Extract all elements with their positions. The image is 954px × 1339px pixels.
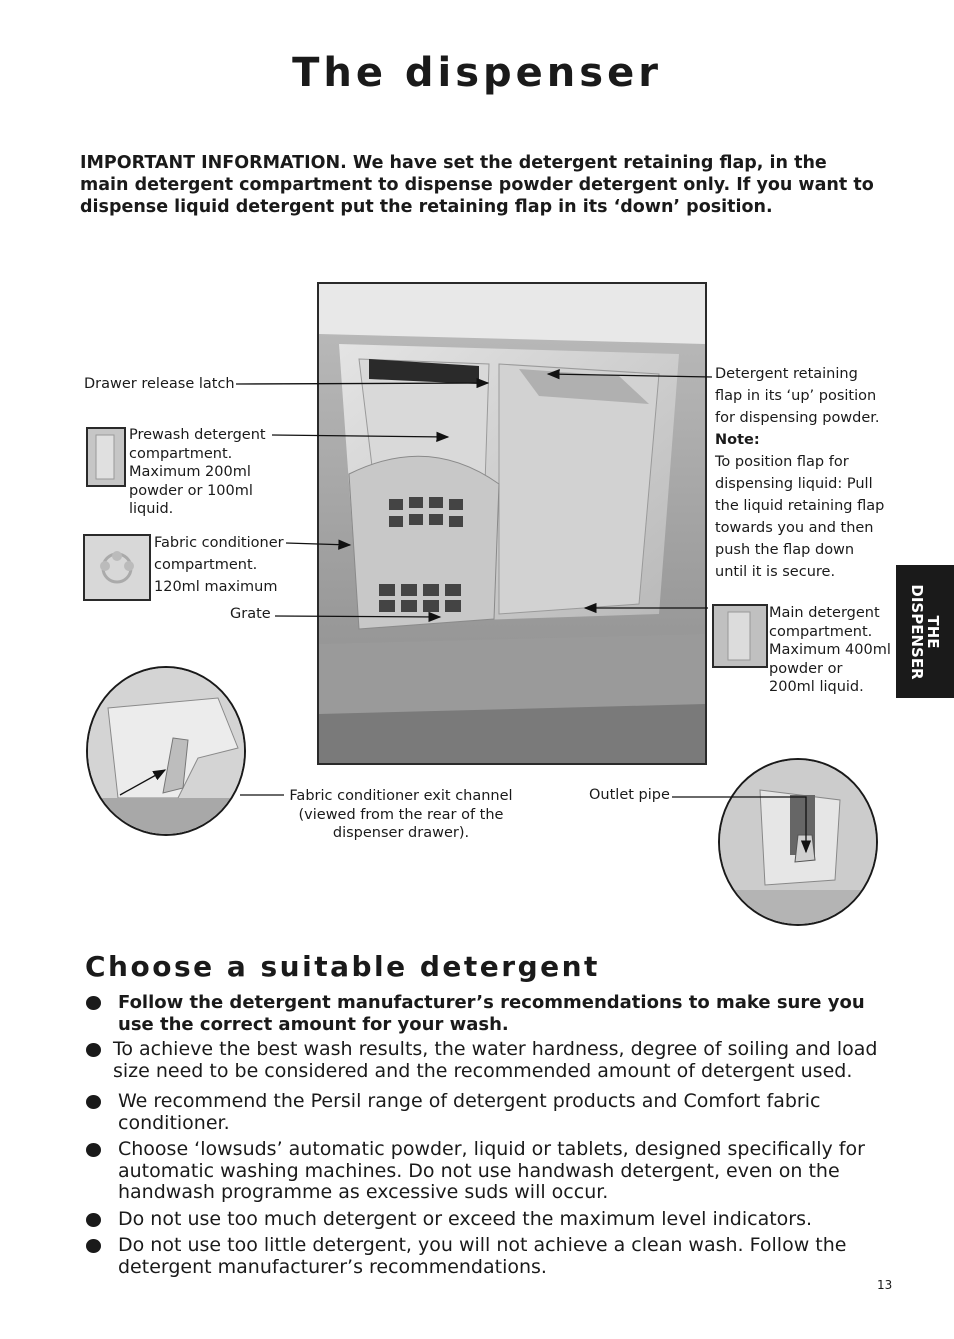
page-number: 13 — [877, 1278, 893, 1292]
side-tab-line1: THE — [924, 614, 942, 649]
note-line: until it is secure. — [715, 564, 836, 580]
drawer-release-latch-label: Drawer release latch — [84, 376, 235, 392]
note-line: the liquid retaining flap — [715, 498, 885, 514]
grate-label: Grate — [230, 606, 271, 622]
bullet-text: Follow the detergent manufacturer’s recommendations to make sure you use the correct amount for your wash. — [118, 992, 865, 1035]
prewash-line: Maximum 200ml — [129, 464, 251, 480]
fabric-conditioner-line: compartment. — [154, 557, 258, 573]
side-tab-line2: DISPENSER — [908, 583, 926, 680]
main-detergent-line: powder or — [769, 660, 843, 677]
bullet-item — [86, 1039, 886, 1082]
section-title: Choose a suitable detergent — [85, 950, 600, 983]
detergent-flap-line: Detergent retaining — [715, 366, 858, 382]
main-detergent-line: compartment. — [769, 623, 873, 640]
bullet-item — [86, 1091, 886, 1134]
bullet-text: We recommend the Persil range of detergent products and Comfort fabric conditioner. — [118, 1090, 821, 1134]
bullet-text: Do not use too little detergent, you will not achieve a clean wash. Follow the detergent manufacturer’s recommendations. — [118, 1234, 847, 1278]
prewash-line: compartment. — [129, 445, 233, 462]
main-detergent-line: Main detergent — [769, 605, 880, 621]
detergent-flap-line: for dispensing powder. — [715, 410, 880, 426]
main-detergent-line: 200ml liquid. — [769, 679, 864, 695]
note-line: To position flap for — [715, 454, 849, 470]
bullet-text: Do not use too much detergent or exceed the maximum level indicators. — [118, 1208, 813, 1230]
note-line: towards you and then — [715, 520, 874, 536]
bullet-dot-icon — [86, 996, 101, 1010]
exit-channel-arrow — [120, 770, 165, 795]
fabric-conditioner-leader — [286, 543, 350, 545]
bullet-item — [86, 1139, 886, 1204]
prewash-line: Prewash detergent — [129, 427, 266, 443]
page-title: The dispenser — [292, 50, 662, 96]
bullet-item — [86, 1235, 886, 1278]
section-side-tab — [896, 565, 954, 698]
bullet-item — [86, 1209, 886, 1231]
fabric-conditioner-line: 120ml maximum — [154, 579, 278, 595]
prewash-line: powder or 100ml — [129, 482, 253, 499]
main-detergent-line: Maximum 400ml — [769, 642, 891, 658]
bullet-dot-icon — [86, 1239, 101, 1253]
exit-channel-line: dispenser drawer). — [332, 825, 470, 841]
prewash-leader — [272, 435, 448, 437]
bullet-item — [86, 992, 886, 1035]
side-tab-text — [909, 584, 941, 679]
bullet-dot-icon — [86, 1213, 101, 1227]
important-information: IMPORTANT INFORMATION. We have set the detergent retaining flap, in the main detergent compartment to dispense powder detergent only. If you want to dispense liquid detergent put the retaining flap in its ‘down’ position. — [80, 153, 874, 217]
note-line: dispensing liquid: Pull — [715, 476, 873, 492]
grate-leader — [275, 616, 440, 617]
flap-leader — [548, 374, 712, 377]
bullet-dot-icon — [86, 1095, 101, 1109]
latch-leader — [236, 383, 488, 384]
bullet-text: Choose ‘lowsuds’ automatic powder, liquid or tablets, designed specifically for automatic washing machines. Do not use handwash detergent, even on the handwash programme as excessive suds will occur. — [118, 1138, 865, 1204]
fabric-conditioner-line: Fabric conditioner — [154, 535, 284, 551]
note-line: push the flap down — [715, 542, 855, 558]
note-label: Note: — [715, 432, 760, 448]
detergent-flap-line: flap in its ‘up’ position — [715, 388, 877, 404]
bullet-text: To achieve the best wash results, the water hardness, degree of soiling and load size need to be considered and the recommended amount of detergent used. — [113, 1038, 878, 1082]
prewash-line: liquid. — [129, 501, 174, 517]
bullet-dot-icon — [86, 1143, 101, 1157]
outlet-pipe-leader — [672, 797, 806, 852]
bullet-dot-icon — [86, 1043, 101, 1057]
exit-channel-line: Fabric conditioner exit channel — [289, 788, 513, 804]
outlet-pipe-label: Outlet pipe — [589, 787, 670, 803]
exit-channel-line: (viewed from the rear of the — [298, 806, 504, 823]
